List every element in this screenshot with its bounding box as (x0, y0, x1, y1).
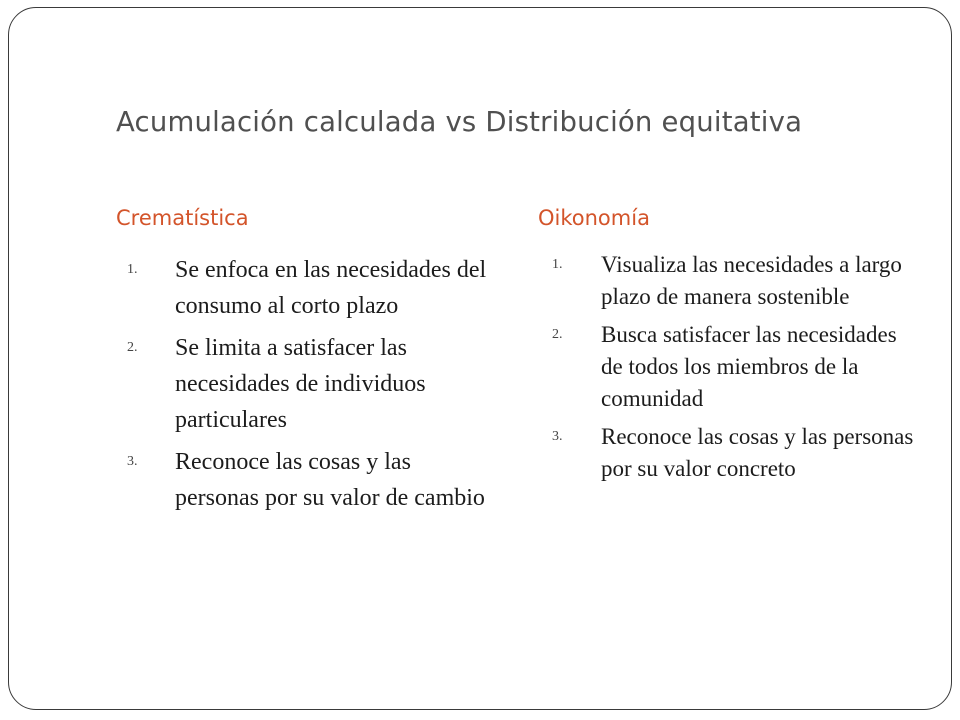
list-item-text: Reconoce las cosas y las personas por su valor de cambio (175, 449, 485, 511)
list-item-text: Se limita a satisfacer las necesidades de individuos particulares (175, 335, 426, 433)
list-item-number: 3 . (127, 444, 138, 480)
list-item-number: 1 . (552, 249, 563, 281)
slide-frame (8, 7, 952, 710)
column-heading-oikonomia: Oikonomía (538, 206, 650, 230)
list-item-text: Busca satisfacer las necesidades de todos los miembros de la comunidad (601, 322, 897, 411)
list-item (552, 421, 917, 485)
list-item-number: 2 . (127, 330, 138, 366)
list-item-text: Reconoce las cosas y las personas por su valor concreto (601, 424, 914, 481)
list-item-text: Se enfoca en las necesidades del consumo al corto plazo (175, 257, 487, 319)
column-heading-crematistica: Crematística (116, 206, 249, 230)
list-item (127, 444, 497, 516)
list-item-number: 2 . (552, 319, 563, 351)
list-item (127, 252, 497, 324)
list-item (127, 330, 497, 438)
crematistica-list (127, 252, 497, 516)
list-item (552, 319, 917, 415)
slide-title: Acumulación calculada vs Distribución equitativa (116, 106, 803, 138)
list-item (552, 249, 917, 313)
list-item-text: Visualiza las necesidades a largo plazo de manera sostenible (601, 252, 902, 309)
oikonomia-list (552, 249, 917, 485)
list-item-number: 3 . (552, 421, 563, 453)
list-item-number: 1 . (127, 252, 138, 288)
